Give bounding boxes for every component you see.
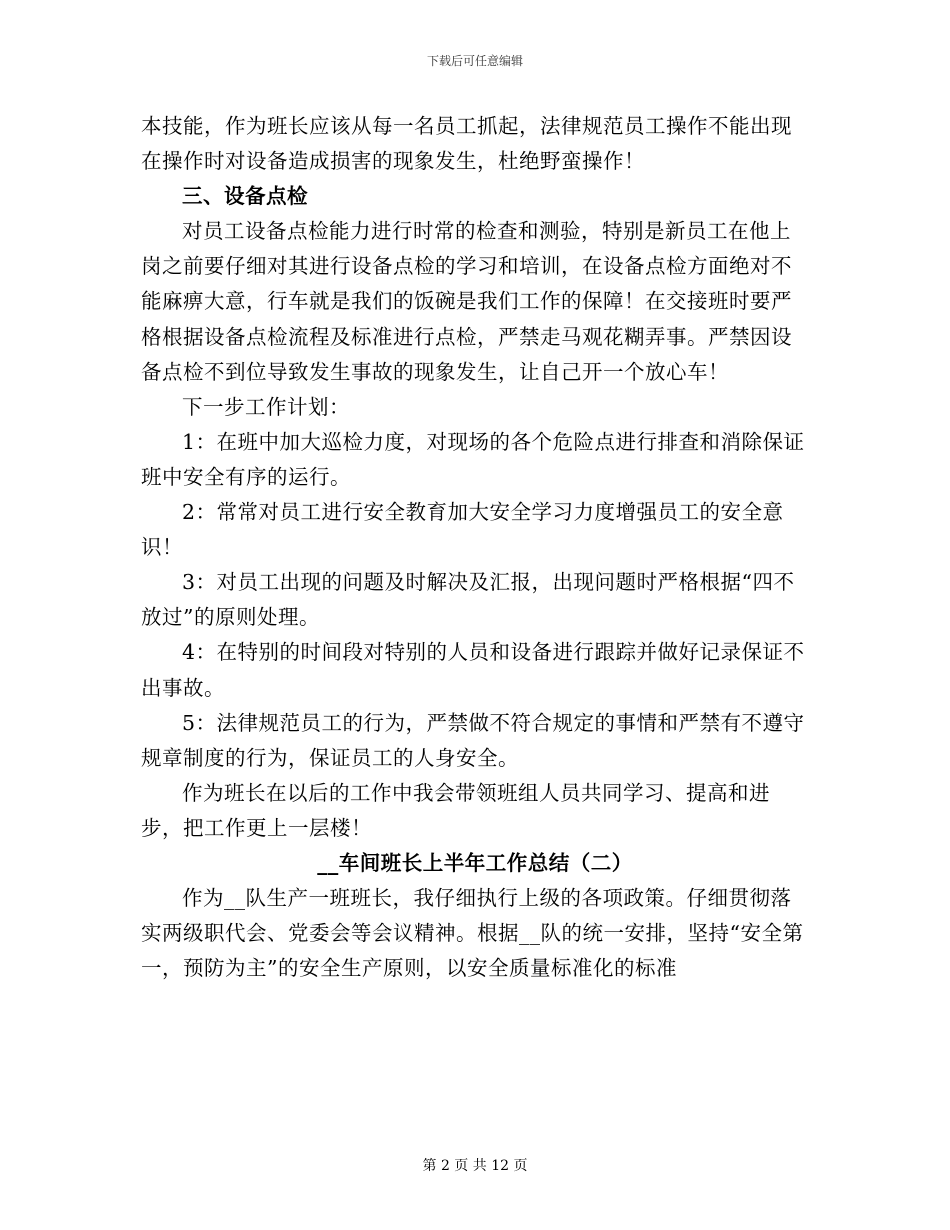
plan-item-3: 3：对员工出现的问题及时解决及汇报，出现问题时严格根据“四不放过”的原则处理。 xyxy=(141,570,795,630)
plan-item-4: 4：在特别的时间段对特别的人员和设备进行跟踪并做好记录保证不出事故。 xyxy=(141,640,805,700)
section-title: __车间班长上半年工作总结（二） xyxy=(317,850,633,875)
plan-item-1: 1：在班中加大巡检力度，对现场的各个危险点进行排查和消除保证班中安全有序的运行。 xyxy=(141,429,805,489)
summary-paragraph: 作为__队生产一班班长，我仔细执行上级的各项政策。仔细贯彻落实两级职代会、党委会等会议精神。根据__队的统一安排，坚持“安全第一，预防为主”的安全生产原则，以安全质量标准化的标准 xyxy=(141,886,804,981)
plan-heading: 下一步工作计划： xyxy=(182,394,350,419)
page-footer: 第 2 页 共 12 页 xyxy=(422,1158,528,1174)
document-body xyxy=(141,109,809,986)
plan-item-2: 2：常常对员工进行安全教育加大安全学习力度增强员工的安全意识！ xyxy=(141,500,784,560)
intro-paragraph: 本技能，作为班长应该从每一名员工抓起，法律规范员工操作不能出现在操作时对设备造成损害的现象发生，杜绝野蛮操作！ xyxy=(141,114,792,174)
section-paragraph: 对员工设备点检能力进行时常的检查和测验，特别是新员工在他上岗之前要仔细对其进行设备点检的学习和培训，在设备点检方面绝对不能麻痹大意，行车就是我们的饭碗是我们工作的保障！在交接班时要严格根据设备点检流程及标准进行点检，严禁走马观花糊弄事。严禁因设备点检不到位导致发生事故的现象发生，让自己开一个放心车！ xyxy=(141,219,792,384)
plan-item-5: 5：法律规范员工的行为，严禁做不符合规定的事情和严禁有不遵守规章制度的行为，保证员工的人身安全。 xyxy=(141,710,805,770)
closing-paragraph: 作为班长在以后的工作中我会带领班组人员共同学习、提高和进步，把工作更上一层楼！ xyxy=(141,780,770,840)
page-header: 下载后可任意编辑 xyxy=(426,54,523,68)
section-heading: 三、设备点检 xyxy=(182,184,308,209)
